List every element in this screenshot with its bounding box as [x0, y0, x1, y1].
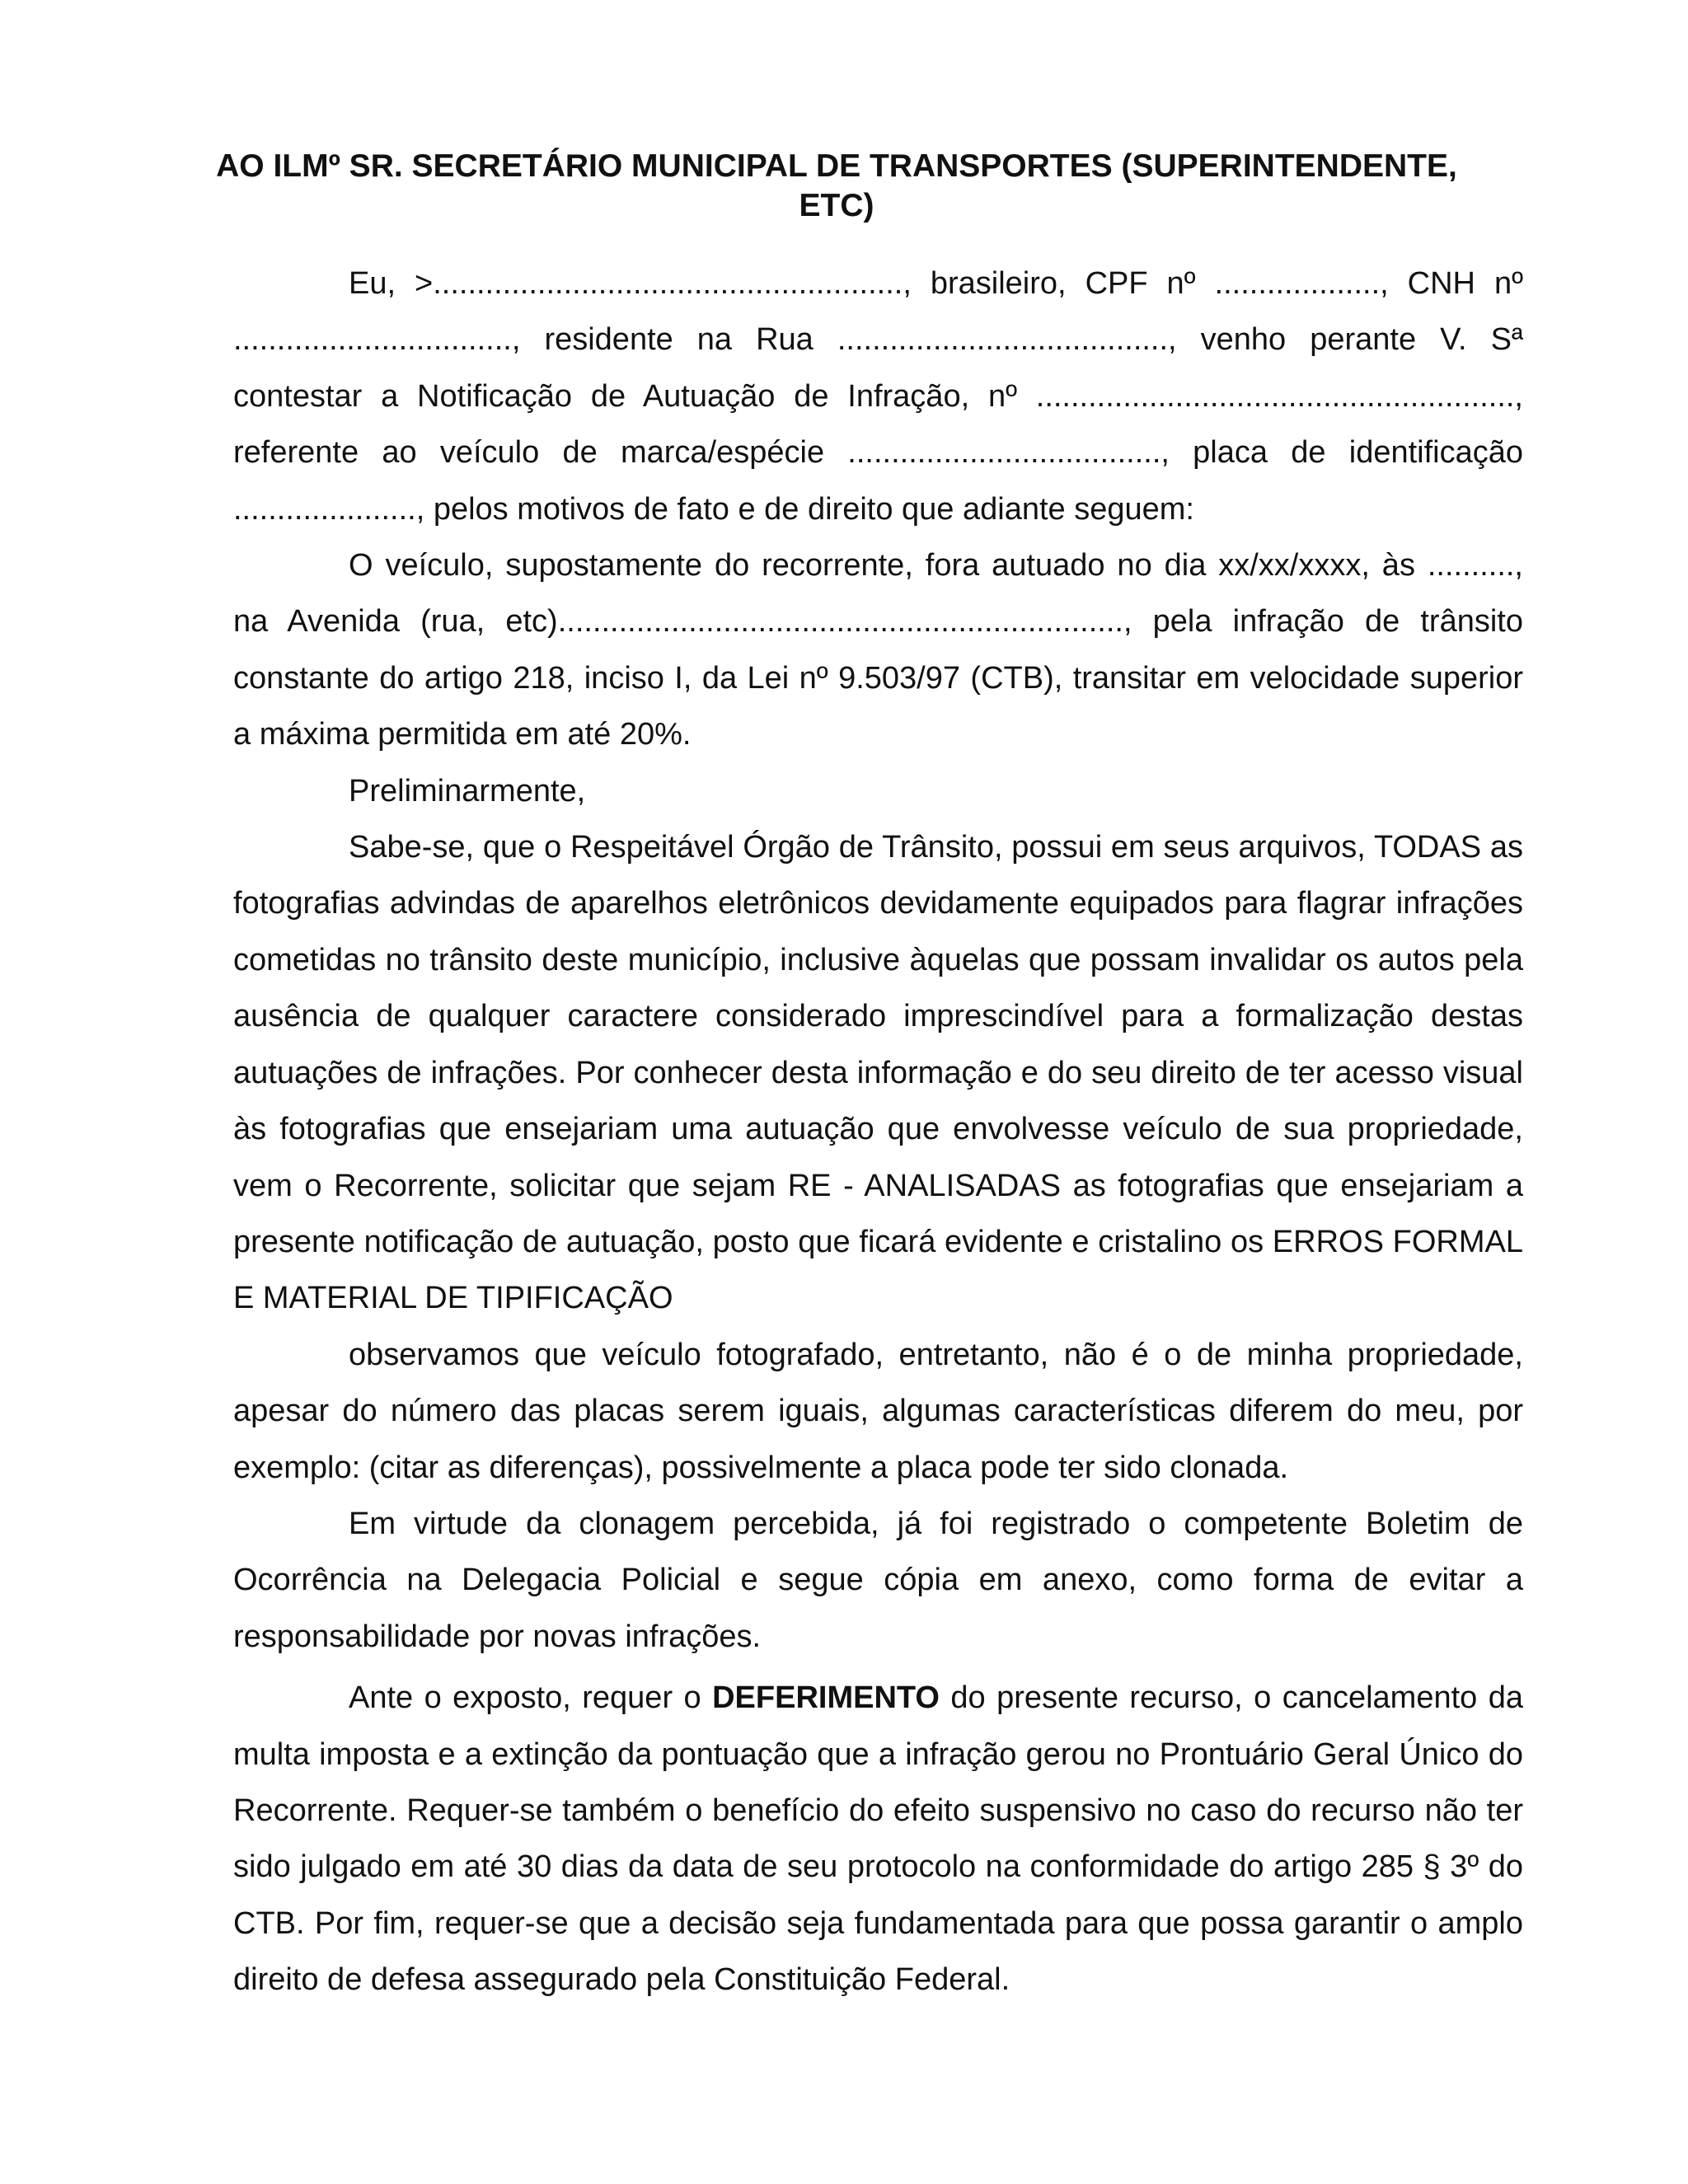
request-text-start: Ante o exposto, requer o	[349, 1680, 713, 1716]
request-deferimento: DEFERIMENTO	[712, 1680, 940, 1716]
request-text-end: do presente recurso, o cancelamento da multa imposta e a extinção da pontuação que a infração gerou no Prontuário Geral Único do Recorrente. Requer-se também o benefício do efeito suspensivo no caso do recurso não ter sido julgado em até 30 dias da data de seu protocolo na conformidade do artigo 285 § 3º do CTB. Por fim, requer-se que a decisão seja fundamentada para que possa garantir o amplo direito de defesa assegurado pela Constituição Federal.	[233, 1680, 1523, 1998]
paragraph-request	[233, 1670, 1523, 2008]
paragraph-preliminary: Preliminarmente,	[349, 773, 586, 808]
paragraph-intro: Eu, >......................................................, brasileiro, CPF nº ..................., CNH nº ................................, residente na Rua ......................................, venho perante V. Sª contestar a Notificação de Autuação de Infração, nº ......................................................., referente ao veículo de marca/espécie ...................................., placa de identificação ....................., pelos motivos de fato e de direito que adiante seguem:	[233, 266, 1523, 527]
paragraph-facts: O veículo, supostamente do recorrente, fora autuado no dia xx/xx/xxxx, às .........., na Avenida (rua, etc)................................................................., pela infração de trânsito constante do artigo 218, inciso I, da Lei nº 9.503/97 (CTB), transitar em velocidade superior a máxima permitida em até 20%.	[233, 548, 1523, 752]
document-title: AO ILMº SR. SECRETÁRIO MUNICIPAL DE TRANSPORTES (SUPERINTENDENTE, ETC)	[216, 148, 1457, 223]
paragraph-observation: observamos que veículo fotografado, entretanto, não é o de minha propriedade, apesar do número das placas serem iguais, algumas características diferem do meu, por exemplo: (citar as diferenças), possivelmente a placa pode ter sido clonada.	[233, 1337, 1523, 1485]
paragraph-cloning: Em virtude da clonagem percebida, já foi registrado o competente Boletim de Ocorrência na Delegacia Policial e segue cópia em anexo, como forma de evitar a responsabilidade por novas infrações.	[233, 1506, 1523, 1654]
paragraph-photos: Sabe-se, que o Respeitável Órgão de Trânsito, possui em seus arquivos, TODAS as fotografias advindas de aparelhos eletrônicos devidamente equipados para flagrar infrações cometidas no trânsito deste município, inclusive àquelas que possam invalidar os autos pela ausência de qualquer caractere considerado imprescindível para a formalização destas autuações de infrações. Por conhecer desta informação e do seu direito de ter acesso visual às fotografias que ensejariam uma autuação que envolvesse veículo de sua propriedade, vem o Recorrente, solicitar que sejam RE - ANALISADAS as fotografias que ensejariam a presente notificação de autuação, posto que ficará evidente e cristalino os ERROS FORMAL E MATERIAL DE TIPIFICAÇÃO	[233, 830, 1523, 1316]
document-body	[233, 255, 1523, 2008]
